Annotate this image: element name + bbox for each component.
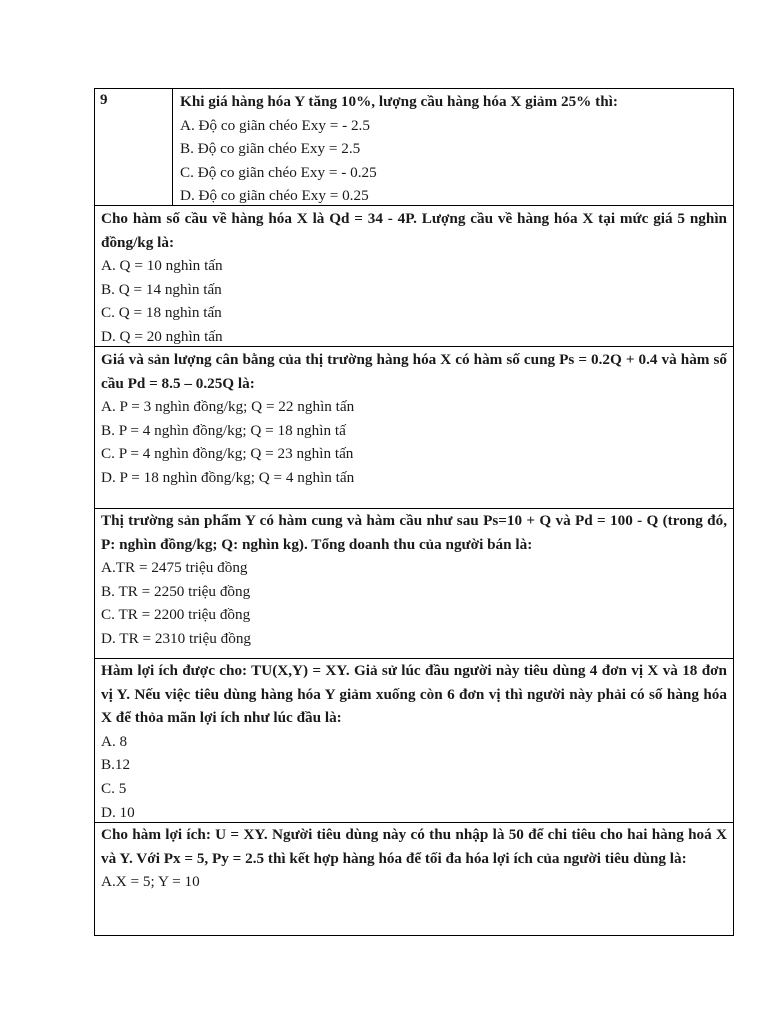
question-cell — [95, 509, 733, 651]
option-b: B. P = 4 nghìn đồng/kg; Q = 18 nghìn tấ — [101, 421, 346, 439]
option-a: A. Q = 10 nghìn tấn — [101, 257, 223, 275]
question-row — [95, 509, 733, 659]
question-cell — [95, 823, 733, 894]
question-text: Cho hàm lợi ích: U = XY. Người tiêu dùng này có thu nhập là 50 để chi tiêu cho hai hàng hoá X và Y. Với Px = 5, Py = 2.5 thì kết hợp hàng hóa để tối đa hóa lợi ích của người tiêu dùng là: — [101, 826, 727, 867]
option-a: A. Độ co giãn chéo Exy = - 2.5 — [180, 116, 370, 134]
question-text: Hàm lợi ích được cho: TU(X,Y) = XY. Giả sử lúc đầu người này tiêu dùng 4 đơn vị X và 18 đơn vị Y. Nếu việc tiêu dùng hàng hóa Y giảm xuống còn 6 đơn vị thì người này phải có số hàng hóa X để thỏa mãn lợi ích như lúc đầu là: — [101, 662, 727, 727]
option-c: C. Q = 18 nghìn tấn — [101, 304, 222, 322]
option-c: C. Độ co giãn chéo Exy = - 0.25 — [180, 163, 377, 181]
option-c: C. 5 — [101, 779, 127, 797]
question-cell — [95, 207, 733, 349]
option-b: B. Độ co giãn chéo Exy = 2.5 — [180, 140, 361, 158]
question-text: Cho hàm số cầu về hàng hóa X là Qd = 34 - 4P. Lượng cầu về hàng hóa X tại mức giá 5 nghìn đồng/kg là: — [101, 210, 727, 251]
question-row — [95, 206, 733, 347]
option-d: D. P = 18 nghìn đồng/kg; Q = 4 nghìn tấn — [101, 468, 355, 486]
option-d: D. Độ co giãn chéo Exy = 0.25 — [180, 187, 369, 205]
option-d: D. 10 — [101, 803, 135, 821]
question-row — [95, 89, 733, 206]
question-number: 9 — [95, 89, 173, 205]
question-cell — [95, 659, 733, 824]
option-c: C. TR = 2200 triệu đồng — [101, 606, 251, 624]
question-row — [95, 347, 733, 509]
option-b: B. Q = 14 nghìn tấn — [101, 280, 222, 298]
question-text: Khi giá hàng hóa Y tăng 10%, lượng cầu hàng hóa X giảm 25% thì: — [180, 93, 618, 110]
option-d: D. TR = 2310 triệu đồng — [101, 629, 252, 647]
option-a: A. P = 3 nghìn đồng/kg; Q = 22 nghìn tấn — [101, 398, 355, 416]
option-b: B. TR = 2250 triệu đồng — [101, 582, 251, 600]
option-d: D. Q = 20 nghìn tấn — [101, 327, 223, 345]
question-row — [95, 659, 733, 823]
question-table — [94, 88, 734, 936]
option-b: B.12 — [101, 756, 131, 774]
option-a: A.X = 5; Y = 10 — [101, 873, 200, 891]
option-c: C. P = 4 nghìn đồng/kg; Q = 23 nghìn tấn — [101, 445, 354, 463]
question-cell — [173, 90, 733, 208]
option-a: A.TR = 2475 triệu đồng — [101, 559, 248, 577]
question-text: Giá và sản lượng cân bằng của thị trường hàng hóa X có hàm số cung Ps = 0.2Q + 0.4 và hàm số cầu Pd = 8.5 – 0.25Q là: — [101, 351, 727, 392]
question-text: Thị trường sản phẩm Y có hàm cung và hàm cầu như sau Ps=10 + Q và Pd = 100 - Q (trong đó, P: nghìn đồng/kg; Q: nghìn kg). Tổng doanh thu của người bán là: — [101, 512, 727, 553]
question-row — [95, 823, 733, 935]
option-a: A. 8 — [101, 732, 128, 750]
question-cell — [95, 348, 733, 490]
